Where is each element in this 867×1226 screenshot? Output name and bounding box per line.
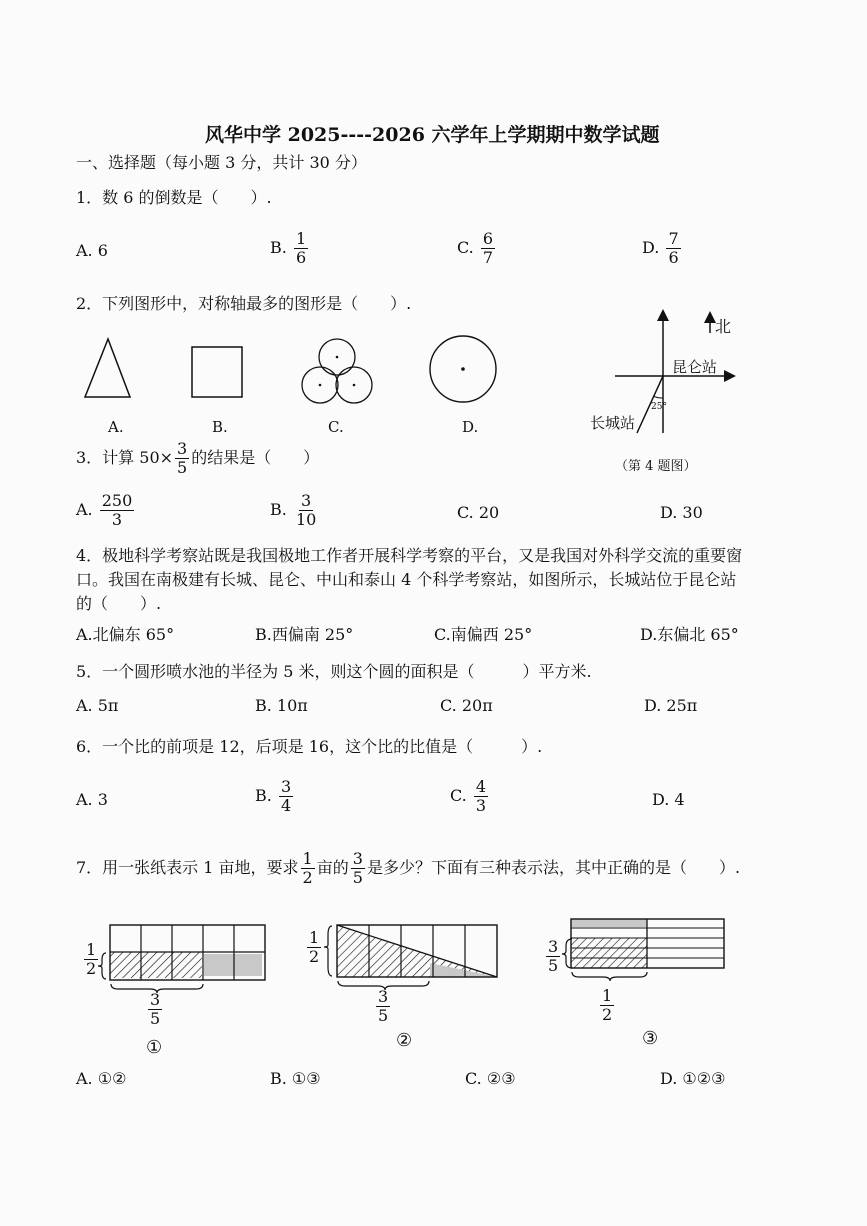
fraction bbox=[148, 991, 162, 1028]
denominator: 6 bbox=[295, 248, 307, 267]
question-6-text: 6．一个比的前项是 12，后项是 16，这个比的比值是（ ）. bbox=[76, 737, 543, 756]
triangle-shape bbox=[85, 339, 130, 397]
q1-option-d-fraction bbox=[666, 230, 680, 267]
diagram-2-label: ② bbox=[396, 1030, 413, 1051]
q7-text-pre: 7．用一张纸表示 1 亩地，要求 bbox=[76, 858, 299, 877]
fraction bbox=[307, 929, 321, 966]
q7-fraction-2 bbox=[351, 850, 365, 887]
bottom-brace bbox=[572, 972, 647, 981]
numerator: 1 bbox=[86, 940, 97, 959]
denominator: 6 bbox=[668, 248, 679, 267]
q4-option-a: A.北偏东 65° bbox=[76, 625, 175, 644]
q5-option-d: D. 25π bbox=[644, 696, 698, 715]
angle-label: 25° bbox=[651, 402, 667, 412]
q7-option-a: A. ①② bbox=[76, 1069, 127, 1088]
question-5-text: 5．一个圆形喷水池的半径为 5 米，则这个圆的面积是（ ）平方米. bbox=[76, 662, 592, 681]
question-3-text bbox=[76, 440, 319, 477]
q6-option-b bbox=[255, 778, 295, 815]
diagram-3-half-fraction bbox=[598, 987, 616, 1024]
changcheng-station-label: 长城站 bbox=[590, 414, 636, 432]
denominator: 2 bbox=[602, 1005, 613, 1024]
q6-option-c-fraction bbox=[474, 778, 488, 815]
q4-option-c: C.南偏西 25° bbox=[434, 625, 533, 644]
fraction bbox=[546, 938, 560, 975]
q3-option-a bbox=[76, 492, 136, 529]
diagram-3 bbox=[562, 919, 724, 981]
numerator: 3 bbox=[150, 990, 161, 1009]
q3-option-a-prefix: A. bbox=[76, 500, 93, 519]
q6-option-a: A. 3 bbox=[76, 790, 108, 809]
denominator: 7 bbox=[482, 248, 494, 267]
diagram-3-threefifth-fraction bbox=[544, 938, 562, 975]
q7-text-post: 是多少？下面有三种表示法，其中正确的是（ ）. bbox=[366, 858, 741, 877]
q5-option-a: A. 5π bbox=[76, 696, 119, 715]
question-4-line-1: 4．极地科学考察站既是我国极地工作者开展科学考察的平台，又是我国对外科学交流的重要窗 bbox=[76, 546, 743, 565]
q1-option-c-fraction bbox=[481, 230, 495, 267]
numerator: 3 bbox=[378, 987, 389, 1006]
q1-option-b bbox=[270, 230, 310, 267]
numerator: 1 bbox=[309, 928, 320, 947]
diagram-2-half-fraction bbox=[305, 929, 323, 966]
left-brace bbox=[324, 926, 332, 976]
q6-option-b-fraction bbox=[279, 778, 293, 815]
diagram-2 bbox=[324, 925, 497, 990]
q6-option-c-prefix: C. bbox=[450, 786, 467, 805]
denominator: 2 bbox=[86, 959, 97, 978]
q4-option-b: B.西偏南 25° bbox=[255, 625, 354, 644]
q2-label-c: C. bbox=[328, 418, 344, 436]
page-title: 风华中学 2025----2026 六学年上学期期中数学试题 bbox=[205, 124, 660, 146]
denominator: 5 bbox=[378, 1006, 389, 1025]
angle-arc bbox=[653, 396, 663, 398]
section-heading: 一、选择题（每小题 3 分，共计 30 分） bbox=[76, 153, 367, 172]
q7-option-b: B. ①③ bbox=[270, 1069, 321, 1088]
numerator: 3 bbox=[177, 439, 188, 458]
q4-figure-caption: （第 4 题图） bbox=[615, 459, 697, 474]
numerator: 1 bbox=[295, 229, 307, 248]
q7-text-mid: 亩的 bbox=[316, 858, 349, 877]
q1-option-b-prefix: B. bbox=[270, 238, 287, 257]
denominator: 5 bbox=[352, 868, 363, 887]
numerator: 3 bbox=[352, 849, 363, 868]
square-shape bbox=[192, 347, 242, 397]
q2-label-a: A. bbox=[108, 418, 124, 436]
denominator: 4 bbox=[280, 796, 292, 815]
q3-text-post: 的结果是（ ） bbox=[191, 448, 320, 467]
q7-fraction-1 bbox=[301, 850, 315, 887]
q6-option-c bbox=[450, 778, 490, 815]
question-4-line-2: 口。我国在南极建有长城、昆仑、中山和泰山 4 个科学考察站，如图所示，长城站位于昆仑站 bbox=[76, 570, 737, 589]
q6-option-d: D. 4 bbox=[652, 790, 685, 809]
diagram-1-threefifth-fraction bbox=[146, 991, 164, 1028]
diagram-1 bbox=[98, 925, 265, 993]
q6-option-b-prefix: B. bbox=[255, 786, 272, 805]
q2-label-d: D. bbox=[462, 418, 479, 436]
q3-option-b-prefix: B. bbox=[270, 500, 287, 519]
q1-option-d-prefix: D. bbox=[642, 238, 660, 257]
q3-text-pre: 3．计算 50× bbox=[76, 448, 174, 467]
numerator: 4 bbox=[475, 777, 487, 796]
q1-option-c bbox=[457, 230, 497, 267]
q1-option-c-prefix: C. bbox=[457, 238, 474, 257]
question-1-text: 1．数 6 的倒数是（ ）. bbox=[76, 188, 272, 207]
q3-option-d: D. 30 bbox=[660, 503, 703, 522]
numerator: 6 bbox=[482, 229, 494, 248]
q7-option-d: D. ①②③ bbox=[660, 1069, 726, 1088]
q5-option-c: C. 20π bbox=[440, 696, 493, 715]
numerator: 7 bbox=[668, 229, 679, 248]
numerator: 1 bbox=[602, 986, 613, 1005]
q7-option-c: C. ②③ bbox=[465, 1069, 516, 1088]
q7-diagrams bbox=[0, 905, 867, 1065]
fraction bbox=[600, 987, 614, 1024]
denominator: 2 bbox=[309, 947, 320, 966]
fraction bbox=[376, 988, 390, 1025]
diagram-1-half-fraction bbox=[82, 941, 100, 978]
kunlun-station-label: 昆仑站 bbox=[672, 358, 718, 376]
q4-option-d: D.东偏北 65° bbox=[640, 625, 739, 644]
diagram-3-label: ③ bbox=[642, 1028, 659, 1049]
question-7-text bbox=[76, 850, 740, 887]
question-4-line-3: 的（ ）. bbox=[76, 594, 162, 613]
q2-shapes-figure bbox=[70, 325, 520, 415]
q1-option-d bbox=[642, 230, 683, 267]
q3-fraction bbox=[175, 440, 189, 477]
diagram-1-label: ① bbox=[146, 1037, 163, 1058]
diagram-2-threefifth-fraction bbox=[374, 988, 392, 1025]
q5-option-b: B. 10π bbox=[255, 696, 308, 715]
denominator: 5 bbox=[177, 458, 188, 477]
q3-option-b bbox=[270, 492, 320, 529]
q1-option-a: A. 6 bbox=[76, 241, 108, 260]
denominator: 5 bbox=[150, 1009, 161, 1028]
q3-option-c: C. 20 bbox=[457, 503, 500, 522]
denominator: 5 bbox=[548, 956, 559, 975]
numerator: 3 bbox=[280, 777, 292, 796]
q1-option-b-fraction bbox=[294, 230, 308, 267]
numerator: 3 bbox=[548, 937, 559, 956]
denominator: 3 bbox=[111, 510, 123, 529]
numerator: 3 bbox=[301, 491, 312, 510]
q2-label-b: B. bbox=[212, 418, 228, 436]
fraction bbox=[84, 941, 98, 978]
denominator: 10 bbox=[295, 510, 317, 529]
q3-option-a-fraction bbox=[100, 492, 135, 529]
question-2-text: 2．下列图形中，对称轴最多的图形是（ ）. bbox=[76, 294, 412, 313]
numerator: 250 bbox=[101, 491, 133, 510]
q3-option-b-fraction bbox=[294, 492, 318, 529]
denominator: 3 bbox=[475, 796, 487, 815]
north-label: 北 bbox=[715, 317, 732, 336]
numerator: 1 bbox=[302, 849, 313, 868]
denominator: 2 bbox=[302, 868, 313, 887]
